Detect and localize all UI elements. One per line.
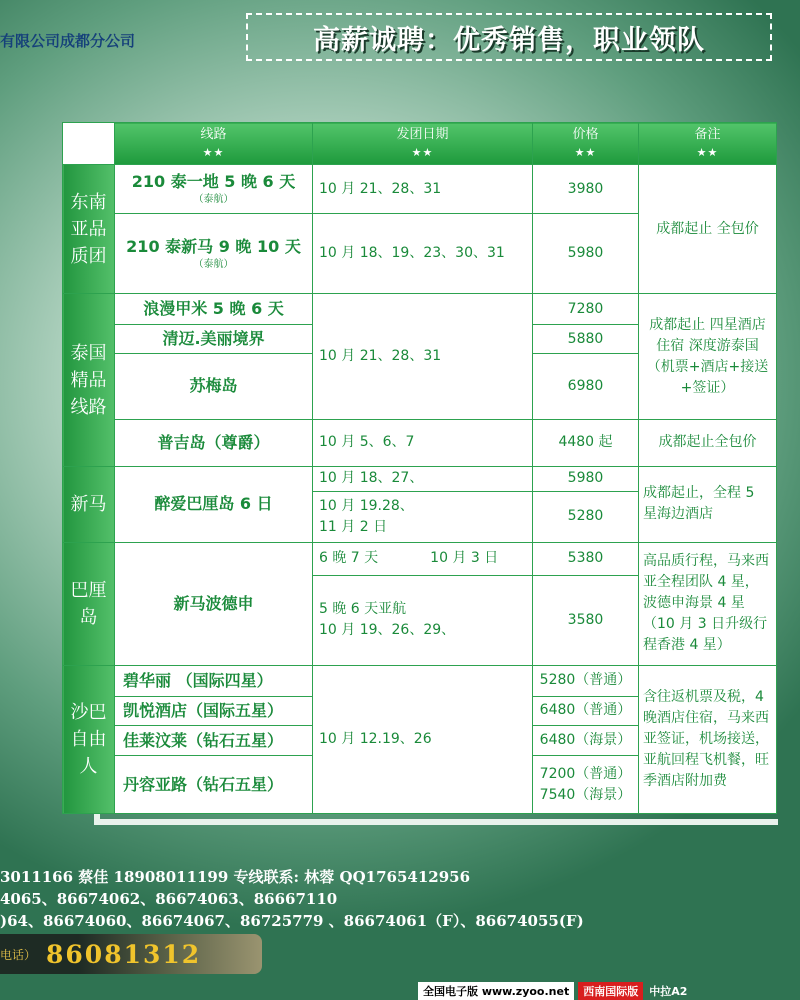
column-header-note: 备注 ★★ (639, 123, 777, 165)
column-header-route: 线路 ★★ (115, 123, 313, 165)
hotline-banner (0, 934, 262, 974)
region-xinma: 新马 (63, 466, 115, 542)
note-cell: 成都起止，全程 5 星海边酒店 (639, 466, 777, 542)
star-icon: ★★ (202, 145, 225, 159)
note-cell: 成都起止 四星酒店住宿 深度游泰国 （机票+酒店+接送+签证） (639, 294, 777, 419)
hotline-number: 86081312 (46, 939, 202, 969)
note-cell: 高品质行程，马来西亚全程团队 4 星，波德申海景 4 星（10 月 3 日升级行程香港 4 星） (639, 542, 777, 665)
table-row (63, 165, 777, 214)
hotline-label: 电话） (0, 947, 37, 962)
date-cell: 10 月 18、27、 (313, 466, 533, 491)
footer-edition: 全国电子版 www.zyoo.net (418, 982, 574, 1000)
table-header-row (63, 123, 777, 165)
price-cell: 6480（海景） (533, 725, 639, 756)
price-cell: 3580 (533, 575, 639, 665)
route-cell: 凯悦酒店（国际五星） (115, 696, 313, 725)
price-cell: 5280 (533, 491, 639, 542)
corner-header-cell (63, 123, 115, 165)
price-cell: 5280（普通） (533, 666, 639, 697)
footer-page: 中拉A2 (649, 984, 688, 998)
footer-section: 西南国际版 (578, 982, 643, 1000)
route-cell: 210 泰一地 5 晚 6 天 （泰航） (115, 165, 313, 214)
footer-bar (418, 981, 689, 1000)
route-cell: 丹容亚路（钻石五星） (115, 756, 313, 814)
slogan-text: 高薪诚聘：优秀销售，职业领队 (313, 24, 705, 56)
contact-info (0, 866, 800, 932)
column-header-price: 价格 ★★ (533, 123, 639, 165)
price-cell: 5380 (533, 542, 639, 575)
route-cell: 醉爱巴厘岛 6 日 (115, 466, 313, 542)
price-cell: 6480（普通） (533, 696, 639, 725)
date-cell: 5 晚 6 天亚航 10 月 19、26、29、 (313, 575, 533, 665)
price-cell: 7200（普通） 7540（海景） (533, 756, 639, 814)
price-cell: 7280 (533, 294, 639, 325)
route-cell: 普吉岛（尊爵） (115, 419, 313, 466)
date-cell: 6 晚 7 天 10 月 3 日 (313, 542, 533, 575)
star-icon: ★★ (574, 145, 597, 159)
slogan-banner (246, 13, 772, 61)
table-row (63, 666, 777, 697)
route-cell: 新马波德申 (115, 542, 313, 665)
price-cell: 5980 (533, 466, 639, 491)
region-thailand: 泰国精品线路 (63, 294, 115, 467)
region-bali: 巴厘岛 (63, 542, 115, 665)
date-cell: 10 月 19.28、 11 月 2 日 (313, 491, 533, 542)
price-cell: 5980 (533, 214, 639, 294)
table-row (63, 294, 777, 325)
tour-routes-table (62, 122, 777, 814)
note-cell: 成都起止 全包价 (639, 165, 777, 294)
table-row (63, 419, 777, 466)
column-header-date: 发团日期 ★★ (313, 123, 533, 165)
note-cell: 成都起止全包价 (639, 419, 777, 466)
route-cell: 佳莱汶莱（钻石五星） (115, 725, 313, 756)
contact-line: 3011166 蔡佳 18908011199 专线联系: 林蓉 QQ1765412956 (0, 868, 471, 886)
route-cell: 苏梅岛 (115, 353, 313, 419)
contact-line: 4065、86674062、86674063、86667110 (0, 890, 338, 908)
date-cell: 10 月 21、28、31 (313, 165, 533, 214)
price-cell: 4480 起 (533, 419, 639, 466)
date-cell: 10 月 12.19、26 (313, 666, 533, 814)
route-cell: 清迈.美丽境界 (115, 325, 313, 354)
price-cell: 5880 (533, 325, 639, 354)
date-cell: 10 月 21、28、31 (313, 294, 533, 419)
price-cell: 6980 (533, 353, 639, 419)
contact-line: )64、86674060、86674067、86725779 、86674061（F）、86674055(F) (0, 912, 584, 930)
table-row (63, 542, 777, 575)
table-shadow (94, 819, 778, 825)
table-row (63, 466, 777, 491)
date-cell: 10 月 5、6、7 (313, 419, 533, 466)
route-cell: 浪漫甲米 5 晚 6 天 (115, 294, 313, 325)
price-cell: 3980 (533, 165, 639, 214)
star-icon: ★★ (696, 145, 719, 159)
star-icon: ★★ (411, 145, 434, 159)
date-cell: 10 月 18、19、23、30、31 (313, 214, 533, 294)
region-southeast-asia: 东南亚品质团 (63, 165, 115, 294)
route-cell: 碧华丽 （国际四星） (115, 666, 313, 697)
company-name: 有限公司成都分公司 (0, 32, 136, 50)
route-cell: 210 泰新马 9 晚 10 天 （泰航） (115, 214, 313, 294)
note-cell: 含往返机票及税，4 晚酒店住宿，马来西亚签证，机场接送，亚航回程飞机餐，旺季酒店附加费 (639, 666, 777, 814)
region-sabah: 沙巴自由人 (63, 666, 115, 814)
